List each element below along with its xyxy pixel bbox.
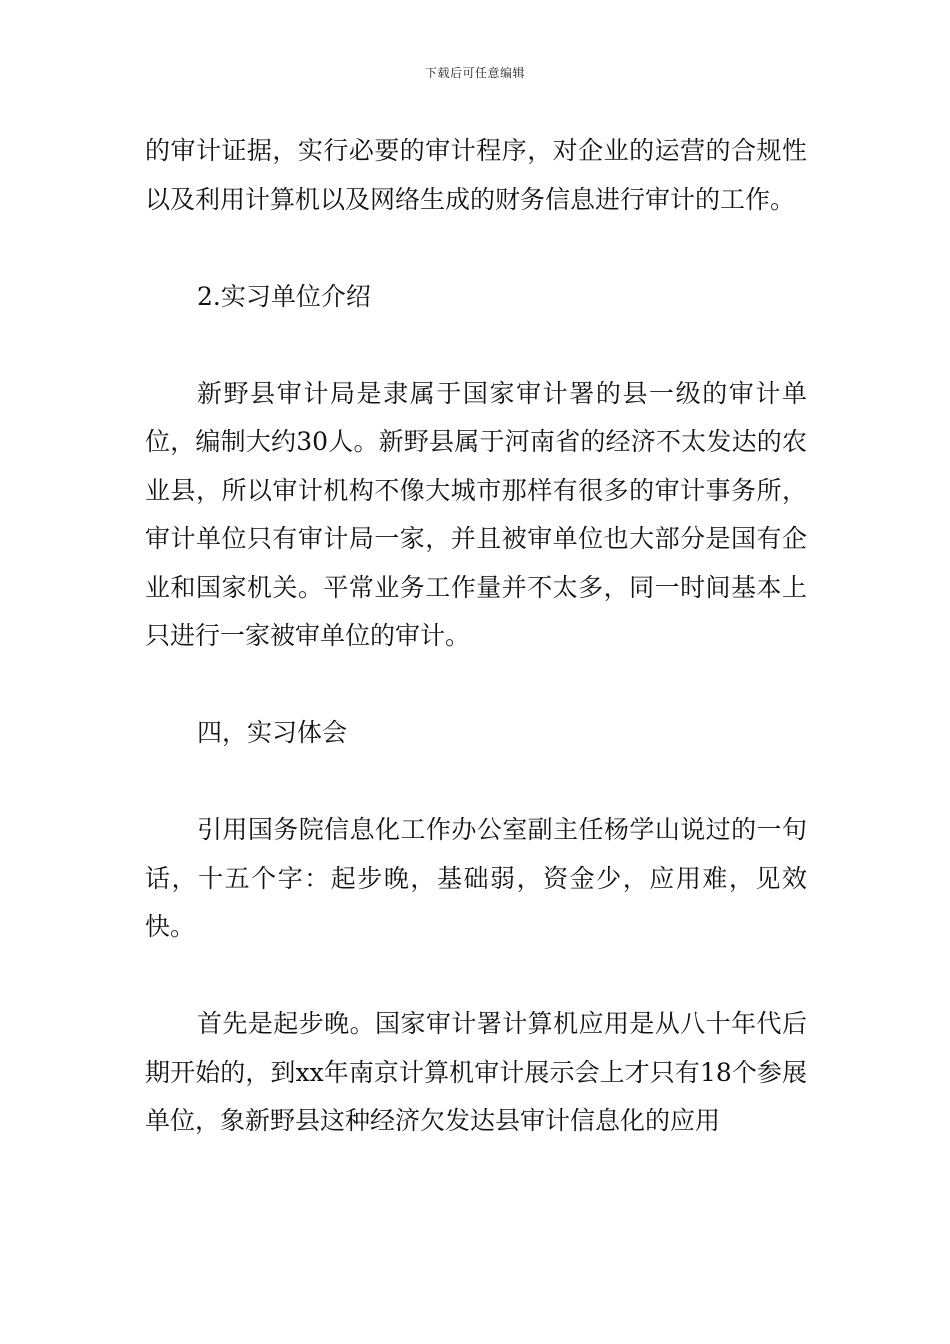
paragraph-quote: 引用国务院信息化工作办公室副主任杨学山说过的一句话，十五个字：起步晚，基础弱，资金少，应用难，见效快。 <box>145 815 807 941</box>
page-header: 下载后可任意编辑 <box>424 66 525 80</box>
spacer <box>145 321 807 370</box>
section-heading-internship-experience: 四，实习体会 <box>197 718 348 747</box>
spacer <box>145 661 807 710</box>
document-body <box>145 127 807 1146</box>
paragraph-audit-evidence: 的审计证据，实行必要的审计程序，对企业的运营的合规性以及利用计算机以及网络生成的财务信息进行审计的工作。 <box>145 136 807 214</box>
paragraph-unit-introduction: 新野县审计局是隶属于国家审计署的县一级的审计单位，编制大约30人。新野县属于河南省的经济不太发达的农业县，所以审计机构不像大城市那样有很多的审计事务所，审计单位只有审计局一家，并且被审单位也大部分是国有企业和国家机关。平常业务工作量并不太多，同一时间基本上只进行一家被审单位的审计。 <box>145 378 807 650</box>
section-heading-internship-unit: 2.实习单位介绍 <box>197 281 371 311</box>
spacer <box>145 952 807 1001</box>
spacer <box>145 224 807 273</box>
paragraph-late-start: 首先是起步晚。国家审计署计算机应用是从八十年代后期开始的，到xx年南京计算机审计展示会上才只有18个参展单位，象新野县这种经济欠发达县审计信息化的应用 <box>145 1009 807 1135</box>
spacer <box>145 758 807 807</box>
